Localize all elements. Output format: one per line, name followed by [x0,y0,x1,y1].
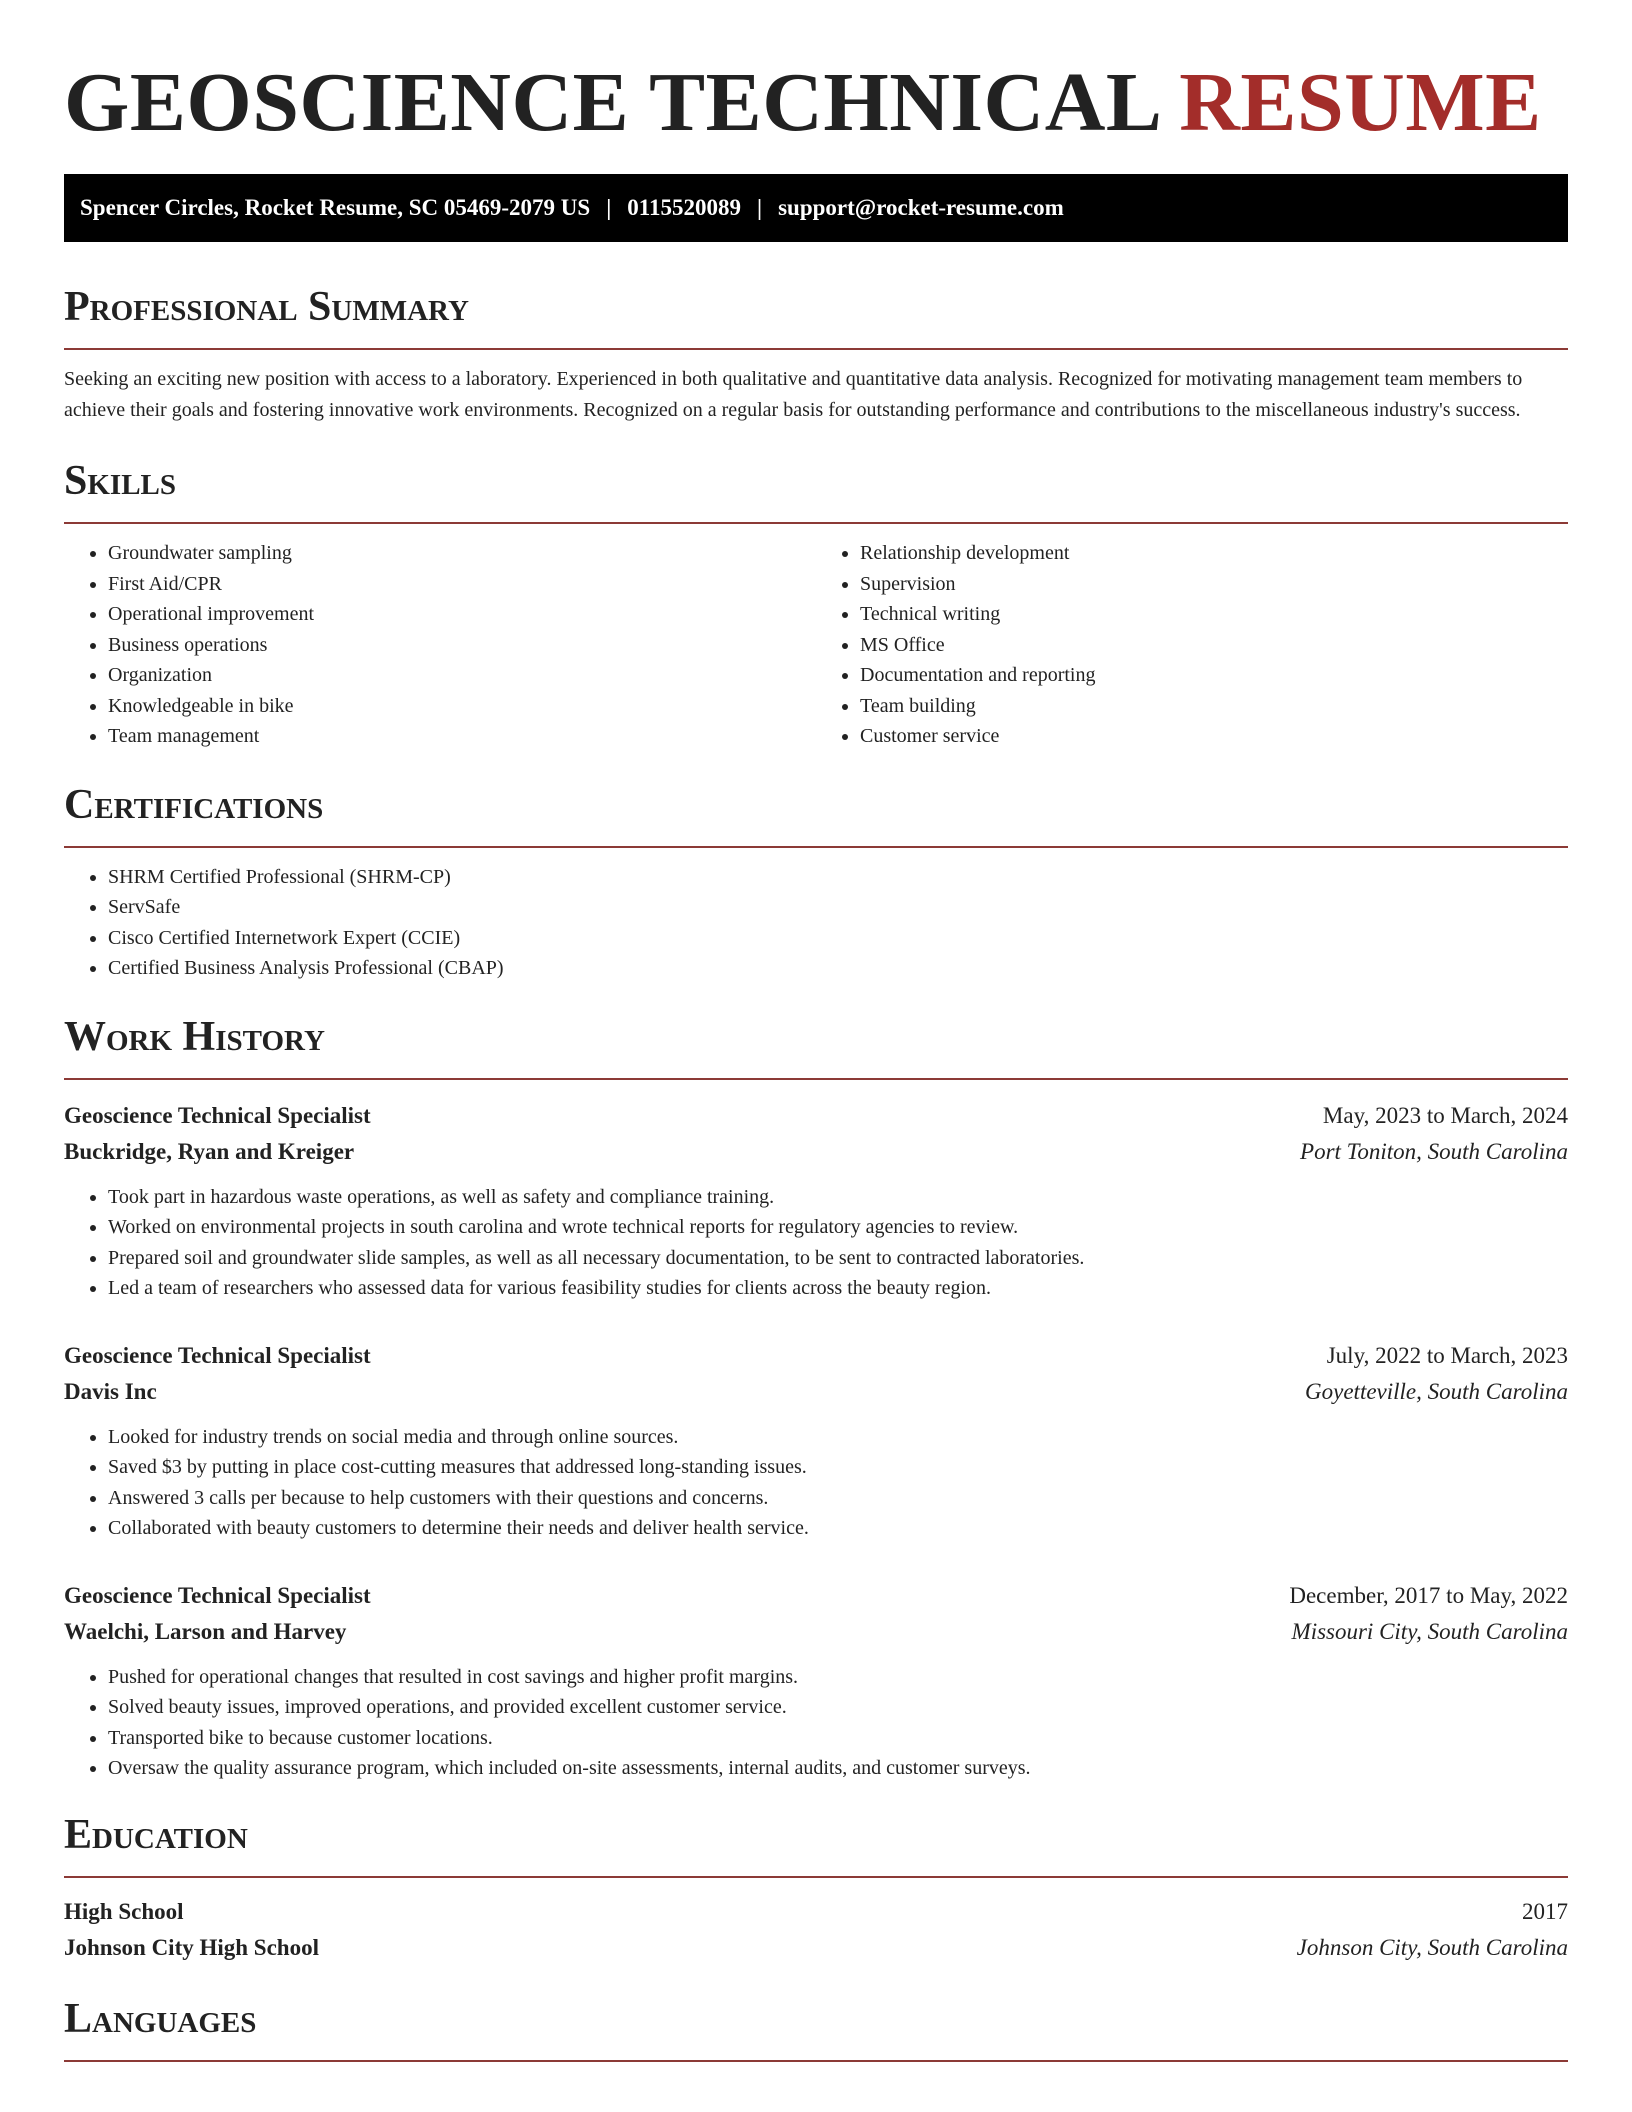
resume-title-main: GEOSCIENCE TECHNICAL [64,56,1158,149]
contact-bar [64,174,1568,242]
job-location: Port Toniton, South Carolina [1300,1138,1568,1164]
job-bullet: • Oversaw the quality assurance program, which included on-site assessments, internal audits, and customer surveys. [108,1753,1568,1784]
job-entry [64,1338,1568,1544]
job-location: Goyetteville, South Carolina [1305,1378,1568,1404]
job-company: Davis Inc [64,1378,157,1404]
skill-item: • Operational improvement [108,599,816,630]
job-bullet: • Took part in hazardous waste operations, as well as safety and compliance training. [108,1182,1568,1213]
skills-section [64,456,1568,752]
section-heading: Skills [64,458,177,504]
skill-item: • Documentation and reporting [860,660,1568,691]
section-divider [64,1078,1568,1080]
job-company: Buckridge, Ryan and Kreiger [64,1138,355,1164]
education-year: 2017 [1522,1898,1568,1924]
contact-separator: | [757,195,763,220]
skill-item: • Supervision [860,569,1568,600]
skill-item: • Team management [108,721,816,752]
job-bullets [64,1182,1568,1304]
work-history-section [64,1012,1568,1784]
education-section [64,1810,1568,1966]
job-company-row [64,1614,1568,1650]
certification-item: • ServSafe [108,892,1568,923]
contact-address: Spencer Circles, Rocket Resume, SC 05469-2079 US [80,195,591,220]
job-bullet: • Solved beauty issues, improved operations, and provided excellent customer service. [108,1692,1568,1723]
job-company-row [64,1374,1568,1410]
contact-separator: | [606,195,612,220]
education-entry [64,1894,1568,1966]
certification-item: • Cisco Certified Internetwork Expert (CCIE) [108,923,1568,954]
job-bullet: • Led a team of researchers who assessed data for various feasibility studies for clients across the beauty region. [108,1273,1568,1304]
summary-text: Seeking an exciting new position with access to a laboratory. Experienced in both qualitative and quantitative data analysis. Recognized for motivating management team members to achieve their goals and fostering innovative work environments. Recognized on a regular basis for outstanding performance and contributions to the miscellaneous industry's success. [64,368,1523,421]
job-bullet: • Looked for industry trends on social media and through online sources. [108,1422,1568,1453]
certification-item: • SHRM Certified Professional (SHRM-CP) [108,862,1568,893]
job-company: Waelchi, Larson and Harvey [64,1618,347,1644]
certifications-list [64,862,1568,984]
job-bullet: • Prepared soil and groundwater slide samples, as well as all necessary documentation, to be sent to contracted laboratories. [108,1243,1568,1274]
skill-item: • Organization [108,660,816,691]
education-degree: High School [64,1898,184,1924]
job-company-row [64,1134,1568,1170]
skill-item: • MS Office [860,630,1568,661]
section-heading: Certifications [64,781,324,828]
skill-item: • Business operations [108,630,816,661]
languages-section [64,1994,1568,2062]
job-bullet: • Saved $3 by putting in place cost-cutting measures that addressed long-standing issues. [108,1452,1568,1483]
job-header-row [64,1338,1568,1374]
job-dates: December, 2017 to May, 2022 [1289,1582,1568,1608]
skill-item: • Technical writing [860,599,1568,630]
certification-item: • Certified Business Analysis Professional (CBAP) [108,953,1568,984]
section-heading: Professional Summary [64,284,469,330]
section-divider [64,348,1568,350]
job-bullets [64,1662,1568,1784]
job-title: Geoscience Technical Specialist [64,1342,371,1368]
job-title: Geoscience Technical Specialist [64,1582,371,1608]
education-school-row [64,1930,1568,1966]
job-bullet: • Pushed for operational changes that resulted in cost savings and higher profit margins. [108,1662,1568,1693]
job-bullet: • Collaborated with beauty customers to determine their needs and deliver health service. [108,1513,1568,1544]
skill-item: • Team building [860,691,1568,722]
contact-email: support@rocket-resume.com [778,195,1064,220]
skill-item: • Knowledgeable in bike [108,691,816,722]
skill-item: • Relationship development [860,538,1568,569]
education-school: Johnson City High School [64,1934,319,1960]
section-heading: Languages [64,1995,257,2042]
job-header-row [64,1578,1568,1614]
job-title: Geoscience Technical Specialist [64,1102,371,1128]
job-bullet: • Transported bike to because customer locations. [108,1723,1568,1754]
job-header-row [64,1098,1568,1134]
job-entry [64,1098,1568,1304]
skills-list-right [816,538,1568,752]
section-heading: Work History [64,1013,325,1060]
section-divider [64,2060,1568,2062]
job-dates: July, 2022 to March, 2023 [1326,1342,1568,1368]
job-bullet: • Answered 3 calls per because to help customers with their questions and concerns. [108,1483,1568,1514]
skills-columns [64,524,1568,752]
resume-title-accent: RESUME [1179,56,1542,149]
job-bullets [64,1422,1568,1544]
skill-item: • First Aid/CPR [108,569,816,600]
skills-list-left [64,538,816,752]
resume-title [64,52,1568,154]
education-location: Johnson City, South Carolina [1296,1934,1568,1960]
job-location: Missouri City, South Carolina [1291,1618,1568,1644]
section-divider [64,846,1568,848]
job-bullet: • Worked on environmental projects in south carolina and wrote technical reports for regulatory agencies to review. [108,1212,1568,1243]
job-entry [64,1578,1568,1784]
certifications-section [64,780,1568,984]
skill-item: • Customer service [860,721,1568,752]
contact-phone: 0115520089 [627,195,742,220]
education-header-row [64,1894,1568,1930]
section-heading: Education [64,1811,248,1858]
section-divider [64,1876,1568,1878]
job-dates: May, 2023 to March, 2024 [1322,1102,1568,1128]
summary-section [64,282,1568,426]
skill-item: • Groundwater sampling [108,538,816,569]
